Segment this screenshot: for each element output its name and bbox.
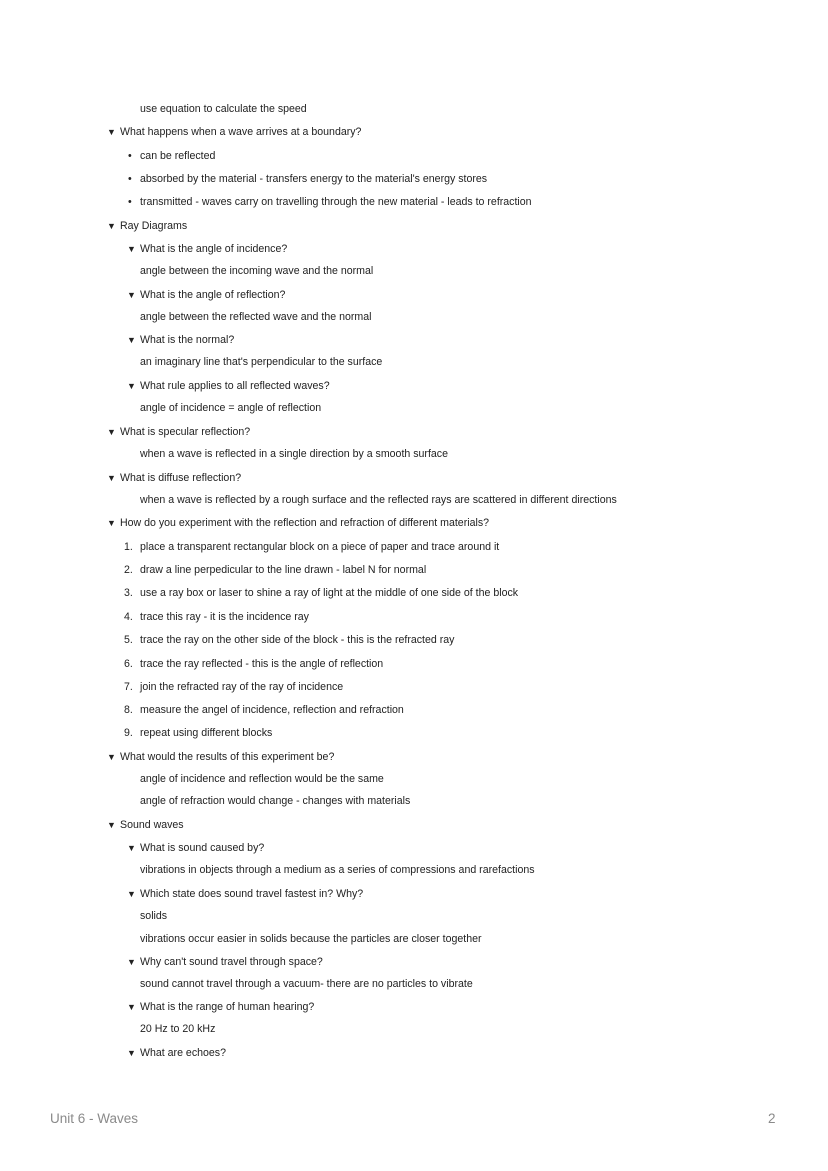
triangle-down-icon[interactable]: ▼	[107, 820, 116, 830]
numbered-item: trace this ray - it is the incidence ray	[140, 611, 309, 623]
numbered-item: place a transparent rectangular block on a piece of paper and trace around it	[140, 541, 500, 553]
toggle-heading[interactable]: What is diffuse reflection?	[120, 472, 242, 484]
numbered-item: repeat using different blocks	[140, 727, 273, 739]
toggle-heading[interactable]: Which state does sound travel fastest in? Why?	[140, 888, 364, 900]
bullet-dot-icon: •	[128, 150, 132, 162]
toggle-heading[interactable]: Ray Diagrams	[120, 220, 188, 232]
list-number: 1.	[124, 541, 133, 553]
answer-text: angle of incidence = angle of reflection	[140, 402, 322, 414]
triangle-down-icon[interactable]: ▼	[127, 381, 136, 391]
list-number: 8.	[124, 704, 133, 716]
triangle-down-icon[interactable]: ▼	[107, 473, 116, 483]
bullet-item: transmitted - waves carry on travelling through the new material - leads to refraction	[140, 196, 532, 208]
toggle-heading[interactable]: Sound waves	[120, 819, 184, 831]
triangle-down-icon[interactable]: ▼	[107, 518, 116, 528]
triangle-down-icon[interactable]: ▼	[107, 752, 116, 762]
toggle-heading[interactable]: What is the normal?	[140, 334, 235, 346]
triangle-down-icon[interactable]: ▼	[127, 843, 136, 853]
answer-text: when a wave is reflected in a single direction by a smooth surface	[140, 448, 448, 460]
bullet-dot-icon: •	[128, 173, 132, 185]
numbered-item: join the refracted ray of the ray of incidence	[140, 681, 344, 693]
list-number: 9.	[124, 727, 133, 739]
list-number: 7.	[124, 681, 133, 693]
bullet-item: absorbed by the material - transfers energy to the material's energy stores	[140, 173, 488, 185]
answer-text: when a wave is reflected by a rough surface and the reflected rays are scattered in different directions	[140, 494, 617, 506]
answer-text: angle between the incoming wave and the normal	[140, 265, 374, 277]
bullet-dot-icon: •	[128, 196, 132, 208]
toggle-heading[interactable]: What is specular reflection?	[120, 426, 251, 438]
answer-text: vibrations occur easier in solids because the particles are closer together	[140, 933, 482, 945]
page-number: 2	[768, 1111, 776, 1126]
toggle-heading[interactable]: What would the results of this experiment be?	[120, 751, 335, 763]
triangle-down-icon[interactable]: ▼	[107, 127, 116, 137]
toggle-heading[interactable]: What rule applies to all reflected waves?	[140, 380, 330, 392]
list-number: 5.	[124, 634, 133, 646]
toggle-heading[interactable]: What happens when a wave arrives at a boundary?	[120, 126, 362, 138]
triangle-down-icon[interactable]: ▼	[127, 1048, 136, 1058]
triangle-down-icon[interactable]: ▼	[127, 1002, 136, 1012]
answer-text: vibrations in objects through a medium as a series of compressions and rarefactions	[140, 864, 535, 876]
list-number: 3.	[124, 587, 133, 599]
triangle-down-icon[interactable]: ▼	[107, 427, 116, 437]
bullet-item: can be reflected	[140, 150, 216, 162]
answer-text: 20 Hz to 20 kHz	[140, 1023, 216, 1035]
answer-text: solids	[140, 910, 168, 922]
toggle-heading[interactable]: What is the angle of reflection?	[140, 289, 286, 301]
triangle-down-icon[interactable]: ▼	[107, 221, 116, 231]
answer-text: angle of incidence and reflection would be the same	[140, 773, 384, 785]
list-number: 2.	[124, 564, 133, 576]
footer-title: Unit 6 - Waves	[50, 1111, 139, 1126]
list-number: 6.	[124, 658, 133, 670]
answer-text: an imaginary line that's perpendicular to the surface	[140, 356, 383, 368]
toggle-heading[interactable]: Why can't sound travel through space?	[140, 956, 323, 968]
triangle-down-icon[interactable]: ▼	[127, 244, 136, 254]
triangle-down-icon[interactable]: ▼	[127, 335, 136, 345]
list-number: 4.	[124, 611, 133, 623]
answer-text: angle between the reflected wave and the normal	[140, 311, 372, 323]
numbered-item: trace the ray on the other side of the block - this is the refracted ray	[140, 634, 455, 646]
answer-text: sound cannot travel through a vacuum- there are no particles to vibrate	[140, 978, 473, 990]
toggle-heading[interactable]: What are echoes?	[140, 1047, 226, 1059]
triangle-down-icon[interactable]: ▼	[127, 290, 136, 300]
numbered-item: use a ray box or laser to shine a ray of light at the middle of one side of the block	[140, 587, 519, 599]
answer-text: angle of refraction would change - changes with materials	[140, 795, 411, 807]
numbered-item: measure the angel of incidence, reflection and refraction	[140, 704, 404, 716]
triangle-down-icon[interactable]: ▼	[127, 957, 136, 967]
toggle-heading[interactable]: What is the angle of incidence?	[140, 243, 288, 255]
toggle-heading[interactable]: What is the range of human hearing?	[140, 1001, 315, 1013]
toggle-heading[interactable]: What is sound caused by?	[140, 842, 265, 854]
triangle-down-icon[interactable]: ▼	[127, 889, 136, 899]
answer-text: use equation to calculate the speed	[140, 103, 307, 115]
toggle-heading[interactable]: How do you experiment with the reflection and refraction of different materials?	[120, 517, 490, 529]
numbered-item: draw a line perpedicular to the line drawn - label N for normal	[140, 564, 427, 576]
numbered-item: trace the ray reflected - this is the angle of reflection	[140, 658, 384, 670]
